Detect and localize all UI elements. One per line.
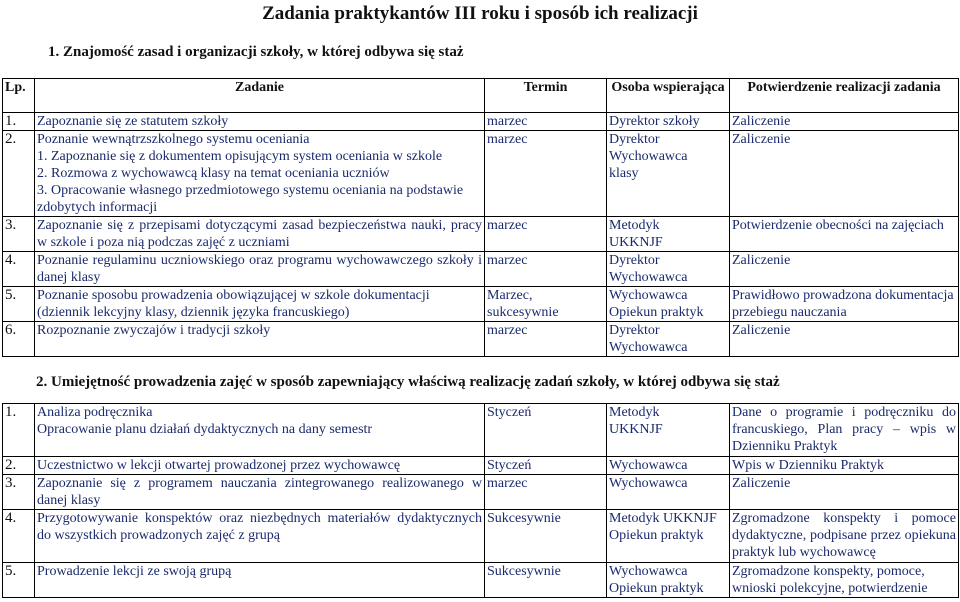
person-cell: Dyrektor Wychowawca klasy <box>607 131 730 217</box>
term-cell: marzec <box>485 322 607 357</box>
person-cell: Dyrektor Wychowawca <box>607 252 730 287</box>
col-confirm-header: Potwierdzenie realizacji zadania <box>730 79 959 113</box>
term-cell: Sukcesywnie <box>485 563 607 598</box>
confirm-cell: Dane o programie i podręczniku do francuskiego, Plan pracy – wpis w Dzienniku Praktyk <box>730 404 959 457</box>
confirm-cell: Zaliczenie <box>730 475 959 510</box>
confirm-cell: Zaliczenie <box>730 322 959 357</box>
confirm-cell: Zaliczenie <box>730 113 959 131</box>
person-cell: Metodyk UKKNJF <box>607 404 730 457</box>
table-row <box>3 217 959 252</box>
task-cell: Rozpoznanie zwyczajów i tradycji szkoły <box>35 322 485 357</box>
term-cell: Styczeń <box>485 404 607 457</box>
row-number: 2. <box>3 457 35 475</box>
table-row <box>3 563 959 598</box>
confirm-cell: Zgromadzone konspekty i pomoce dydaktyczne, podpisane przez opiekuna praktyk lub wychowawcę <box>730 510 959 563</box>
row-number: 4. <box>3 252 35 287</box>
person-cell: Metodyk UKKNJF <box>607 217 730 252</box>
table-row <box>3 322 959 357</box>
confirm-cell: Potwierdzenie obecności na zajęciach <box>730 217 959 252</box>
row-number: 3. <box>3 475 35 510</box>
confirm-cell: Zaliczenie <box>730 131 959 217</box>
term-cell: marzec <box>485 131 607 217</box>
table-row <box>3 475 959 510</box>
person-cell: Wychowawca Opiekun praktyk <box>607 563 730 598</box>
row-number: 5. <box>3 563 35 598</box>
section-1-heading: 1. Znajomość zasad i organizacji szkoły, w której odbywa się staż <box>48 44 464 60</box>
task-cell: Przygotowywanie konspektów oraz niezbędnych materiałów dydaktycznych do wszystkich prowadzonych zajęć z grupą <box>35 510 485 563</box>
row-number: 1. <box>3 404 35 457</box>
person-cell: Dyrektor Wychowawca <box>607 322 730 357</box>
table-row <box>3 113 959 131</box>
person-cell: Wychowawca Opiekun praktyk <box>607 287 730 322</box>
row-number: 1. <box>3 113 35 131</box>
person-cell: Wychowawca <box>607 475 730 510</box>
table-row <box>3 287 959 322</box>
task-cell: Zapoznanie się z programem nauczania zintegrowanego realizowanego w danej klasy <box>35 475 485 510</box>
task-cell: Zapoznanie się ze statutem szkoły <box>35 113 485 131</box>
table-row <box>3 404 959 457</box>
section-2-table <box>2 403 959 598</box>
task-cell: Poznanie sposobu prowadzenia obowiązującej w szkole dokumentacji (dziennik lekcyjny klasy, dziennik języka francuskiego) <box>35 287 485 322</box>
col-person-header: Osoba wspierająca <box>607 79 730 113</box>
term-cell: Styczeń <box>485 457 607 475</box>
row-number: 5. <box>3 287 35 322</box>
term-cell: marzec <box>485 113 607 131</box>
col-task-header: Zadanie <box>35 79 485 113</box>
row-number: 6. <box>3 322 35 357</box>
term-cell: Sukcesywnie <box>485 510 607 563</box>
task-cell: Analiza podręcznika Opracowanie planu działań dydaktycznych na dany semestr <box>35 404 485 457</box>
row-number: 4. <box>3 510 35 563</box>
table-header-row <box>3 79 959 113</box>
table-row <box>3 252 959 287</box>
term-cell: marzec <box>485 217 607 252</box>
page-title: Zadania praktykantów III roku i sposób ich realizacji <box>262 3 698 24</box>
table-row <box>3 510 959 563</box>
row-number: 2. <box>3 131 35 217</box>
task-cell: Prowadzenie lekcji ze swoją grupą <box>35 563 485 598</box>
person-cell: Metodyk UKKNJF Opiekun praktyk <box>607 510 730 563</box>
col-lp-header: Lp. <box>3 79 35 113</box>
table-row <box>3 457 959 475</box>
person-cell: Dyrektor szkoły <box>607 113 730 131</box>
task-cell: Poznanie wewnątrzszkolnego systemu oceniania 1. Zapoznanie się z dokumentem opisującym system oceniania w szkole 2. Rozmowa z wychowawcą klasy na temat oceniania uczniów 3. Opracowanie własnego przedmiotowego systemu oceniania na podstawie zdobytych informacji <box>35 131 485 217</box>
col-term-header: Termin <box>485 79 607 113</box>
confirm-cell: Wpis w Dzienniku Praktyk <box>730 457 959 475</box>
person-cell: Wychowawca <box>607 457 730 475</box>
term-cell: marzec <box>485 475 607 510</box>
term-cell: marzec <box>485 252 607 287</box>
section-1-table <box>2 78 959 357</box>
row-number: 3. <box>3 217 35 252</box>
term-cell: Marzec, sukcesywnie <box>485 287 607 322</box>
task-cell: Zapoznanie się z przepisami dotyczącymi zasad bezpieczeństwa nauki, pracy w szkole i poza nią podczas zajęć z uczniami <box>35 217 485 252</box>
task-cell: Uczestnictwo w lekcji otwartej prowadzonej przez wychowawcę <box>35 457 485 475</box>
task-cell: Poznanie regulaminu uczniowskiego oraz programu wychowawczego szkoły i danej klasy <box>35 252 485 287</box>
confirm-cell: Prawidłowo prowadzona dokumentacja przebiegu nauczania <box>730 287 959 322</box>
confirm-cell: Zgromadzone konspekty, pomoce, wnioski polekcyjne, potwierdzenie <box>730 563 959 598</box>
table-row <box>3 131 959 217</box>
confirm-cell: Zaliczenie <box>730 252 959 287</box>
section-2-heading: 2. Umiejętność prowadzenia zajęć w sposób zapewniający właściwą realizację zadań szkoły, w której odbywa się staż <box>36 374 780 390</box>
